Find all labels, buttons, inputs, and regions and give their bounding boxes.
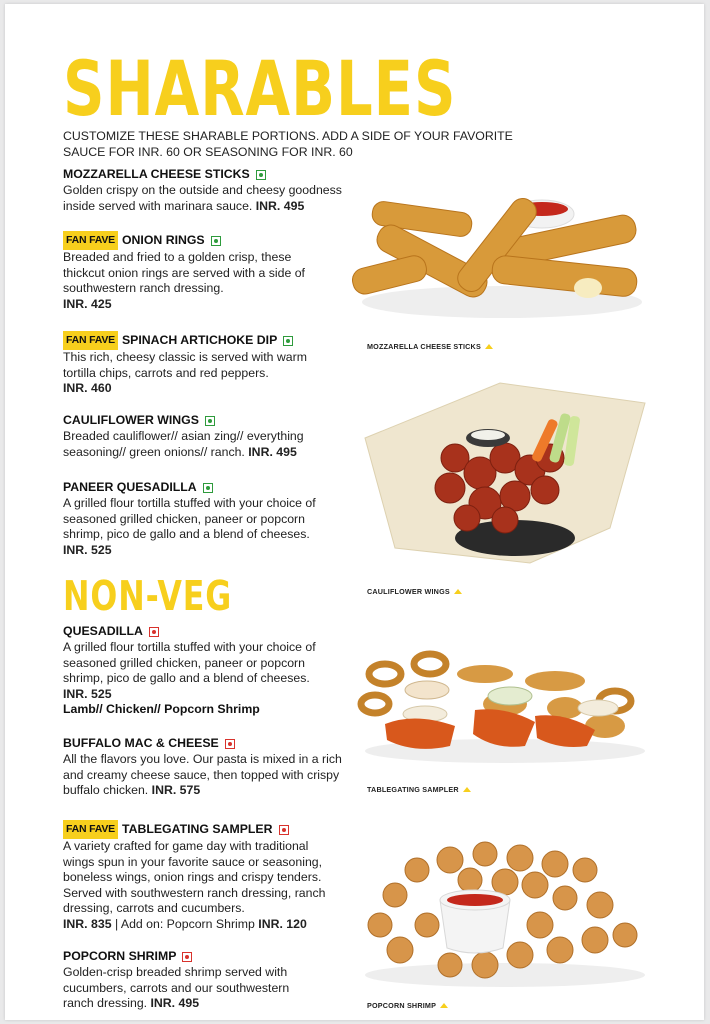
photo-caption <box>367 342 493 351</box>
item-desc: Breaded and fried to a golden crisp, these thickcut onion rings are served with a side of southwestern ranch dressing. <box>63 250 305 296</box>
veg-icon <box>211 236 221 246</box>
item-desc: A grilled flour tortilla stuffed with your choice of seasoned grilled chicken, paneer or popcorn shrimp, pico de gallo and a blend of cheeses. <box>63 496 316 542</box>
item-price: INR. 495 <box>248 444 297 459</box>
veg-icon <box>205 416 215 426</box>
item-price: INR. 425 <box>63 296 112 311</box>
item-price: INR. 525 <box>63 686 112 701</box>
item-name: QUESADILLA <box>63 624 143 638</box>
item-desc: All the flavors you love. Our pasta is mixed in a rich and creamy cheese sauce, then topped with crispy buffalo chicken. <box>63 752 342 798</box>
item-name: MOZZARELLA CHEESE STICKS <box>63 167 250 181</box>
item-desc: Breaded cauliflower// asian zing// everything seasoning// green onions// ranch. <box>63 429 304 459</box>
caption-text: MOZZARELLA CHEESE STICKS <box>367 342 481 351</box>
photo-caption <box>367 1001 448 1010</box>
item-desc: This rich, cheesy classic is served with warm tortilla chips, carrots and red peppers. <box>63 350 307 380</box>
item-price: INR. 835 <box>63 916 112 931</box>
caption-text: CAULIFLOWER WINGS <box>367 587 450 596</box>
nonveg-icon <box>182 952 192 962</box>
nonveg-icon <box>149 627 159 637</box>
nonveg-icon <box>279 825 289 835</box>
veg-icon <box>283 336 293 346</box>
item-name: SPINACH ARTICHOKE DIP <box>121 333 278 347</box>
cauliflower-wings-image <box>355 378 651 568</box>
item-addon: | Add on: Popcorn Shrimp <box>111 916 259 931</box>
photo-caption <box>367 785 471 794</box>
caption-text: TABLEGATING SAMPLER <box>367 785 459 794</box>
item-desc: A variety crafted for game day with traditional wings spun in your favorite sauce or seasoning, boneless wings, onion rings and crispy tenders. Served with southwestern ranch dressing, ranch dressing, carrots and cucumbers. <box>63 839 326 916</box>
item-addon-price: INR. 120 <box>258 916 307 931</box>
page-title: SHARABLES <box>63 44 457 134</box>
fan-fave-badge: FAN FAVE <box>63 331 118 350</box>
item-name: PANEER QUESADILLA <box>63 480 197 494</box>
menu-item-onion-rings <box>63 231 363 312</box>
menu-item-paneer-quesadilla <box>63 479 363 558</box>
menu-item-mozzarella-sticks <box>63 166 363 214</box>
item-name: BUFFALO MAC & CHEESE <box>63 736 219 750</box>
triangle-icon <box>454 589 462 594</box>
item-price: INR. 525 <box>63 542 112 557</box>
photo-caption <box>367 587 462 596</box>
item-name: TABLEGATING SAMPLER <box>121 822 273 836</box>
intro-text: CUSTOMIZE THESE SHARABLE PORTIONS. ADD A SIDE OF YOUR FAVORITE SAUCE FOR INR. 60 OR SEASONING FOR INR. 60 <box>63 129 513 159</box>
section-title-nonveg: NON-VEG <box>63 573 233 621</box>
menu-item-spinach-dip <box>63 331 363 397</box>
item-desc: Golden-crisp breaded shrimp served with cucumbers, carrots and our southwestern ranch dressing. <box>63 965 290 1011</box>
menu-item-popcorn-shrimp <box>63 948 363 1012</box>
fan-fave-badge: FAN FAVE <box>63 820 118 839</box>
nonveg-icon <box>225 739 235 749</box>
item-name: CAULIFLOWER WINGS <box>63 413 199 427</box>
menu-item-quesadilla <box>63 623 363 718</box>
menu-item-tablegating-sampler <box>63 820 363 933</box>
item-desc: A grilled flour tortilla stuffed with your choice of seasoned grilled chicken, paneer or popcorn shrimp, pico de gallo and a blend of cheeses. <box>63 640 316 686</box>
veg-icon <box>203 483 213 493</box>
item-price: INR. 460 <box>63 381 112 396</box>
menu-item-cauliflower-wings <box>63 412 363 460</box>
item-price: INR. 495 <box>255 198 305 213</box>
item-name: POPCORN SHRIMP <box>63 949 177 963</box>
popcorn-shrimp-image <box>355 840 651 990</box>
tablegating-sampler-image <box>355 646 651 766</box>
item-options: Lamb// Chicken// Popcorn Shrimp <box>63 702 260 717</box>
item-name: ONION RINGS <box>121 233 205 247</box>
item-price: INR. 495 <box>150 996 200 1011</box>
triangle-icon <box>440 1003 448 1008</box>
veg-icon <box>256 170 266 180</box>
item-desc: Golden crispy on the outside and cheesy goodness inside served with marinara sauce. <box>63 183 342 213</box>
caption-text: POPCORN SHRIMP <box>367 1001 437 1010</box>
mozzarella-sticks-image <box>352 192 652 332</box>
triangle-icon <box>485 344 493 349</box>
item-price: INR. 575 <box>151 783 201 798</box>
menu-item-buffalo-mac <box>63 735 363 799</box>
triangle-icon <box>463 787 471 792</box>
fan-fave-badge: FAN FAVE <box>63 231 118 250</box>
